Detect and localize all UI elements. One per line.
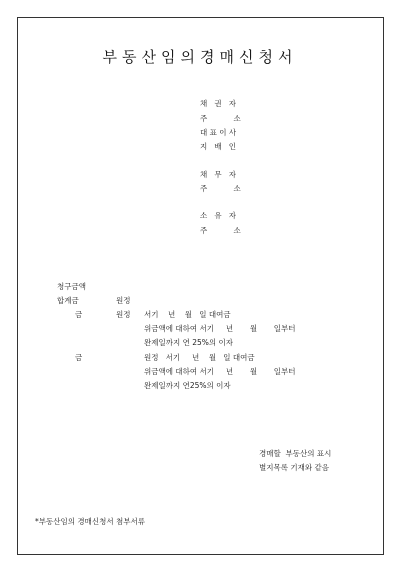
claim-row1-prefix: 금 [75,310,83,319]
creditor-manager-label: 지 배 인 [200,142,237,151]
owner-heading: 소 유 자 [200,211,237,220]
property-note-line1: 경매할 부동산의 표시 [259,449,332,458]
claim-row1-line2: 위금액에 대하여 서기 년 월 일부터 [144,324,296,333]
attachment-footnote: *부동산임의 경매신청서 첨부서류 [35,517,145,526]
claim-total-label: 합계금 [57,296,79,305]
claim-row2-prefix: 금 [75,353,83,362]
claim-row2-line3: 완제일까지 연25%의 이자 [144,381,231,390]
claim-amount-label: 청구금액 [57,282,86,291]
claim-row2-line1: 원정 서기 년 월 일 대여금 [144,353,255,362]
debtor-address-label: 주 소 [200,184,241,193]
debtor-heading: 채 무 자 [200,170,237,179]
claim-row2-line2: 위금액에 대하여 서기 년 월 일부터 [144,367,296,376]
creditor-representative-label: 대 표 이 사 [200,128,237,137]
creditor-address-label: 주 소 [200,114,241,123]
owner-address-label: 주 소 [200,226,241,235]
creditor-heading: 채 권 자 [200,99,237,108]
claim-row1-line1: 서기 년 월 일 대여금 [144,310,231,319]
claim-row1-line3: 완제일까지 연 25%의 이자 [144,338,234,347]
document-title: 부동산임의경매신청서 [102,48,298,66]
claim-row1-unit: 원정 [116,310,131,319]
property-note-line2: 별지목록 기재와 같음 [259,463,329,472]
claim-total-unit: 원정 [116,296,131,305]
